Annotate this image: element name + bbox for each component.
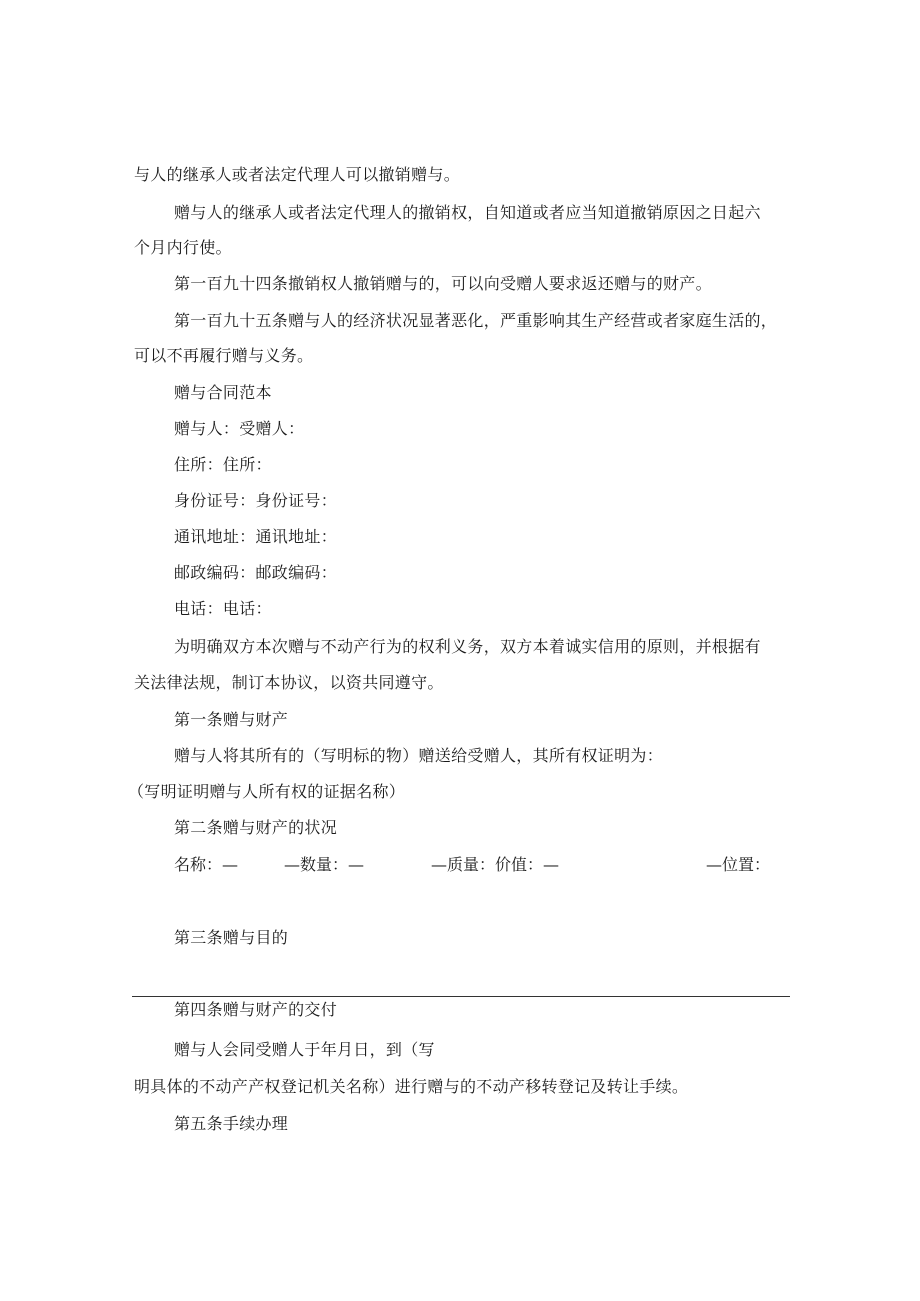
text-line: 赠与人将其所有的（写明标的物）赠送给受赠人，其所有权证明为： <box>174 746 664 765</box>
text-line: 第一百九十五条赠与人的经济状况显著恶化，严重影响其生产经营或者家庭生活的， <box>174 311 778 330</box>
article-heading: 第二条赠与财产的状况 <box>174 818 338 837</box>
party-field-line: 身份证号：身份证号： <box>174 491 338 510</box>
article-heading: 第四条赠与财产的交付 <box>174 1000 338 1019</box>
text-line: 可以不再履行赠与义务。 <box>134 346 314 365</box>
party-field-line: 电话：电话： <box>174 599 272 618</box>
party-field-line: 通讯地址：通讯地址： <box>174 527 338 546</box>
text-line: 第一百九十四条撤销权人撤销赠与的，可以向受赠人要求返还赠与的财产。 <box>174 274 712 293</box>
property-name-field: 名称：— <box>174 855 239 874</box>
article-heading: 第五条手续办理 <box>174 1114 289 1133</box>
text-line: 与人的继承人或者法定代理人可以撤销赠与。 <box>134 165 461 184</box>
party-field-line: 邮政编码：邮政编码： <box>174 563 338 582</box>
text-line: 赠与人会同受赠人于年月日，到（写 <box>174 1040 435 1059</box>
fill-in-underline <box>132 996 790 997</box>
article-heading: 第三条赠与目的 <box>174 928 289 947</box>
property-location-field: —位置： <box>706 855 771 874</box>
article-heading: 第一条赠与财产 <box>174 710 289 729</box>
text-line: 个月内行使。 <box>134 238 232 257</box>
party-field-line: 住所：住所： <box>174 455 272 474</box>
party-field-line: 赠与人：受赠人： <box>174 419 305 438</box>
section-heading: 赠与合同范本 <box>174 383 272 402</box>
text-line: 赠与人的继承人或者法定代理人的撤销权，自知道或者应当知道撤销原因之日起六 <box>174 203 761 222</box>
text-line: 关法律法规，制订本协议，以资共同遵守。 <box>134 673 444 692</box>
property-quantity-field: —数量：— <box>284 855 365 874</box>
text-line: 为明确双方本次赠与不动产行为的权利义务，双方本着诚实信用的原则，并根据有 <box>174 637 761 656</box>
property-quality-value-field: —质量：价值：— <box>431 855 560 874</box>
text-line: 明具体的不动产产权登记机关名称）进行赠与的不动产移转登记及转让手续。 <box>134 1077 689 1096</box>
text-line: （写明证明赠与人所有权的证据名称） <box>128 782 406 801</box>
